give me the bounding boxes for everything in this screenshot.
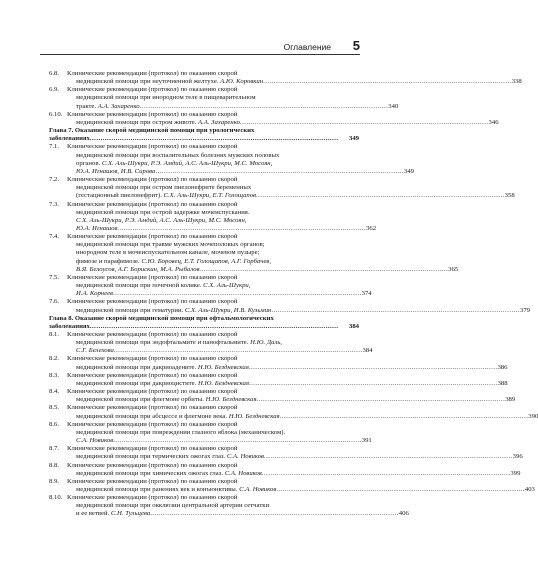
toc-leader-dots [90, 323, 348, 331]
toc-line-text [76, 396, 257, 404]
toc-line [67, 70, 522, 78]
toc-line [67, 258, 458, 266]
toc-leader-dots [263, 78, 511, 86]
toc-text: медицинской помощи при травме мужских мочеполовых органов; [76, 241, 265, 249]
toc-author: С.Х. Аль-Шукри, Р.Э. Амдий, А.С. Аль-Шукри, М.С. Мосоян, [101, 159, 273, 167]
toc-last-line [67, 119, 499, 127]
toc-line-text [76, 470, 262, 478]
toc-entry-number: 8.8. [49, 461, 60, 469]
toc-entry-body [67, 143, 414, 176]
toc-text: медицинской помощи при острой задержке мочеиспускания. [76, 208, 250, 216]
toc-entry-body [67, 176, 515, 200]
toc-entry [49, 143, 415, 176]
toc-leader-dots [140, 103, 388, 111]
toc-page-number: 349 [348, 135, 359, 143]
toc-last-line [49, 135, 359, 143]
toc-entry-body [67, 201, 376, 234]
toc-text: Клинические рекомендации (протокол) по оказанию скорой [67, 86, 238, 94]
toc-last-line [67, 307, 530, 315]
toc-author: С.Х. Аль-Шукри, Р.Э. Амдий, А.С. Аль-Шукри, М.С. Мосоян, [76, 216, 247, 224]
toc-author: С.Г. Белехова [76, 347, 114, 355]
toc-entry-body [67, 494, 409, 518]
toc-author: С.А. Новиков [239, 485, 277, 493]
toc-text: медицинской помощи при почечной колике. [76, 282, 204, 290]
table-of-contents [49, 70, 538, 519]
toc-line-text [49, 323, 90, 331]
toc-leader-dots [264, 453, 512, 461]
toc-line-text [76, 453, 264, 461]
toc-entry-number: 7.6. [49, 298, 60, 306]
toc-leader-dots [256, 192, 504, 200]
page-number: 5 [350, 38, 360, 53]
toc-text: медицинской помощи при воспалительных болезнях мужских половых [76, 151, 280, 159]
toc-text: Клинические рекомендации (протокол) по оказанию скорой [67, 404, 238, 412]
toc-text: Глава 7. Оказание скорой медицинской помощи при урологических [49, 127, 255, 135]
toc-line [67, 209, 376, 217]
toc-line [67, 274, 372, 282]
toc-entry-body [67, 372, 508, 388]
toc-text: Клинические рекомендации (протокол) по оказанию скорой [67, 233, 238, 241]
toc-text: Глава 8. Оказание скорой медицинской помощи при офтальмологических [49, 314, 274, 322]
toc-page-number: 346 [488, 118, 499, 126]
toc-page-number: 340 [388, 102, 399, 110]
toc-page-number: 403 [524, 485, 535, 493]
toc-text: Клинические рекомендации (протокол) по оказанию скорой [67, 445, 238, 453]
toc-entry [49, 200, 377, 234]
toc-author: С.А. Новиков [226, 453, 265, 461]
toc-line-text [76, 437, 113, 445]
toc-entry-number: 8.9. [49, 477, 60, 485]
toc-leader-dots [114, 347, 362, 355]
toc-text: и ее ветвей. [76, 510, 111, 518]
toc-author: Н.Ю. Бездневская [228, 412, 280, 420]
toc-leader-dots [113, 437, 361, 445]
toc-page-number: 362 [366, 224, 377, 232]
toc-page-number: 358 [504, 192, 515, 200]
toc-author: С.А. Новиков [76, 437, 114, 445]
toc-text: Клинические рекомендации (протокол) по оказанию скорой [67, 355, 238, 363]
toc-text: Клинические рекомендации (протокол) по оказанию скорой [67, 200, 238, 208]
toc-line [67, 478, 535, 486]
toc-text: медицинской помощи при дакриоцистите. [76, 379, 198, 387]
toc-line-text [76, 266, 200, 274]
toc-last-line [67, 103, 398, 111]
toc-last-line [67, 510, 409, 518]
toc-text: медицинской помощи при термических ожогах глаз. [76, 453, 227, 461]
toc-line [67, 241, 458, 249]
toc-text: Клинические рекомендации (протокол) по оказанию скорой [67, 331, 238, 338]
toc-text: Клинические рекомендации (протокол) по оказанию скорой [67, 176, 238, 184]
toc-page-number: 390 [528, 412, 538, 420]
toc-entry [49, 331, 373, 355]
toc-leader-dots [280, 413, 528, 421]
toc-entry [49, 176, 515, 200]
toc-line-text [76, 168, 155, 176]
toc-author: С.Ю. Боровец, Е.Т. Голощапов, А.Г. Горбачев, [141, 257, 272, 265]
toc-author: Н.Ю. Бездневская [205, 396, 257, 404]
toc-entry-number: 8.2. [49, 355, 60, 363]
toc-entry [49, 477, 535, 494]
toc-entry-number: 7.1. [49, 143, 60, 151]
toc-author: С.Х. Аль-Шукри, Е.Т. Голощапов [163, 192, 257, 200]
toc-entry-number: 7.4. [49, 233, 60, 241]
toc-leader-dots [262, 470, 510, 478]
toc-chapter [49, 127, 359, 143]
toc-entry [49, 233, 459, 274]
toc-author: А.А. Захаренко [97, 102, 140, 110]
toc-entry-number: 8.10. [49, 494, 63, 502]
toc-line [67, 494, 409, 502]
toc-author: С.Х. Аль-Шукри, И.В. Кузьмин [184, 306, 272, 314]
toc-entry [49, 110, 499, 127]
toc-line [67, 201, 376, 209]
toc-page-number: 406 [398, 510, 409, 518]
toc-author: А.Ю. Коровкин [220, 78, 264, 86]
toc-line-text [76, 78, 263, 86]
toc-author: Ю.А. Игнашов [76, 224, 118, 232]
toc-line [67, 388, 515, 396]
toc-line [67, 94, 398, 102]
toc-leader-dots [257, 396, 505, 404]
toc-entry-body [67, 421, 372, 445]
toc-last-line [67, 396, 515, 404]
toc-last-line [67, 453, 523, 461]
toc-line [67, 86, 398, 94]
toc-last-line [67, 347, 372, 355]
toc-entry [49, 298, 530, 314]
toc-page-number: 349 [403, 167, 415, 175]
toc-last-line [67, 437, 372, 445]
toc-line [67, 355, 507, 363]
toc-text: медицинской помощи при гематурии. [76, 306, 185, 314]
toc-line [67, 404, 538, 412]
toc-entry-body [67, 298, 530, 314]
toc-line [67, 421, 372, 429]
toc-last-line [67, 290, 372, 298]
toc-page-number: 374 [361, 290, 372, 298]
toc-line [67, 249, 458, 257]
toc-entry-body [67, 478, 535, 494]
toc-text: медицинской помощи при эндофтальмите и панофтальмите. [76, 339, 251, 347]
toc-last-line [67, 486, 535, 494]
toc-entry-number: 8.1. [49, 331, 60, 338]
toc-last-line [67, 413, 538, 421]
toc-text: Клинические рекомендации (протокол) по оказанию скорой [67, 273, 238, 281]
toc-entry [49, 494, 409, 518]
toc-text: Клинические рекомендации (протокол) по оказанию скорой [67, 494, 238, 502]
toc-leader-dots [113, 290, 361, 298]
toc-line-text [76, 486, 276, 494]
running-header-title: Оглавление [281, 42, 334, 52]
toc-author: С.Х. Аль-Шукри, [203, 282, 251, 290]
toc-text: медицинской помощи при неуточненной желтухе. [76, 78, 221, 86]
toc-entry-body [67, 70, 522, 86]
toc-line-text [76, 413, 280, 421]
toc-text: медицинской помощи при ранениях век и конъюнктивы. [76, 485, 240, 493]
toc-line-text [76, 307, 271, 315]
toc-text: фимозе и парафимозе. [76, 257, 142, 265]
toc-line-text [76, 510, 150, 518]
toc-author: Н.Ю. Бездневская [197, 363, 249, 371]
toc-line-text [76, 192, 256, 200]
toc-last-line [67, 78, 522, 86]
toc-leader-dots [240, 119, 488, 127]
toc-entry-body [67, 274, 372, 298]
toc-line [67, 331, 372, 339]
toc-page-number: 388 [497, 379, 508, 387]
toc-line-text [76, 347, 114, 355]
toc-author: С.А. Новиков [224, 469, 262, 477]
toc-line [67, 339, 372, 347]
toc-entry-number: 8.7. [49, 445, 60, 453]
toc-line-text [76, 119, 240, 127]
toc-line [67, 176, 515, 184]
toc-entry-body [67, 404, 538, 420]
toc-author: В.Я. Белоусов, А.Г. Борискин, М.А. Рыбалов [76, 265, 200, 273]
toc-entry [49, 404, 538, 420]
toc-text: Клинические рекомендации (протокол) по оказанию скорой [67, 420, 238, 428]
toc-text: Клинические рекомендации (протокол) по оказанию скорой [67, 110, 238, 118]
toc-entry-number: 6.10. [49, 110, 63, 118]
toc-text: Клинические рекомендации (протокол) по оказанию скорой [67, 477, 238, 485]
toc-page-number: 389 [505, 396, 516, 404]
toc-author: Н.Ю. Даль, [250, 339, 283, 347]
toc-line [49, 127, 359, 135]
toc-page-number: 391 [361, 437, 372, 445]
toc-line [49, 315, 359, 323]
toc-page-number: 399 [510, 469, 521, 477]
toc-last-line [67, 168, 414, 176]
toc-page-number: 384 [362, 347, 373, 355]
toc-last-line [67, 225, 376, 233]
toc-entry-number: 8.5. [49, 404, 60, 412]
toc-last-line [67, 470, 520, 478]
toc-text: медицинской помощи при абсцессе и флегмоне века. [76, 412, 229, 420]
running-header [40, 38, 360, 57]
toc-entry-body [67, 233, 458, 274]
toc-page-number: 396 [512, 453, 523, 461]
toc-text: медицинской помощи при флегмоне орбиты. [76, 396, 206, 404]
toc-last-line [67, 380, 508, 388]
toc-text: медицинской помощи при химических ожогах глаз. [76, 469, 225, 477]
toc-text: медицинской помощи при остром животе. [76, 118, 198, 126]
toc-author: Ю.А. Игнашов, И.В. Сирова [76, 167, 156, 175]
toc-author: С.Н. Тульцева [110, 510, 151, 518]
toc-last-line [67, 192, 515, 200]
toc-entry-body [67, 331, 372, 355]
toc-last-line [67, 364, 507, 372]
toc-entry-number: 6.8. [49, 70, 60, 77]
toc-entry [49, 86, 399, 110]
toc-entry-number: 7.3. [49, 200, 60, 208]
toc-page-number: 379 [519, 306, 530, 314]
toc-entry-number: 8.3. [49, 371, 60, 379]
toc-line-text [76, 380, 249, 388]
toc-entry [49, 273, 372, 298]
toc-line-text [76, 364, 249, 372]
toc-leader-dots [200, 266, 448, 274]
toc-leader-dots [276, 486, 524, 494]
toc-text: Клинические рекомендации (протокол) по оказанию скорой [67, 461, 238, 469]
toc-line [67, 502, 409, 510]
toc-text: медицинской помощи при окклюзии центральной артерии сетчатки [76, 502, 270, 510]
toc-leader-dots [90, 135, 348, 143]
toc-line [67, 462, 520, 470]
toc-text: медицинской помощи при повреждении глазного яблока (механическом). [76, 428, 286, 436]
toc-last-line [67, 266, 458, 274]
toc-entry-body [67, 462, 520, 478]
toc-line-text [76, 290, 113, 298]
toc-line [67, 298, 530, 306]
toc-author: И.А. Корнеев [76, 290, 113, 298]
toc-entry [49, 445, 523, 461]
toc-leader-dots [155, 168, 403, 176]
toc-entry-number: 6.9. [49, 86, 60, 94]
toc-text: медицинской помощи при дакриоадените. [76, 363, 198, 371]
toc-text: Клинические рекомендации (протокол) по оказанию скорой [67, 143, 238, 151]
toc-text: органов. [76, 159, 102, 167]
toc-page-number: 365 [448, 265, 459, 273]
toc-line [67, 372, 508, 380]
toc-page-number: 338 [511, 78, 522, 86]
toc-text: заболеваниях [49, 322, 90, 330]
toc-text: медицинской помощи при остром пиелонефрите беременных [76, 184, 252, 192]
header-rule [40, 54, 360, 55]
toc-entry-body [67, 111, 499, 127]
toc-leader-dots [249, 380, 497, 388]
toc-text: Клинические рекомендации (протокол) по оказанию скорой [67, 70, 238, 77]
toc-text: Клинические рекомендации (протокол) по оказанию скорой [67, 388, 238, 396]
toc-line [67, 217, 376, 225]
toc-line [67, 429, 372, 437]
toc-line-text [76, 103, 140, 111]
toc-text: Клинические рекомендации (протокол) по оказанию скорой [67, 298, 238, 306]
toc-leader-dots [150, 510, 398, 518]
toc-entry-body [67, 388, 515, 404]
toc-entry [49, 355, 508, 371]
toc-line [67, 152, 414, 160]
toc-page-number: 384 [348, 322, 359, 330]
toc-entry-number: 8.4. [49, 388, 60, 396]
toc-text: (гестационный пиелонефрит). [76, 192, 164, 200]
toc-text: заболеваниях [49, 135, 90, 143]
toc-leader-dots [117, 225, 365, 233]
toc-text: медицинской помощи при инородном теле в пищеварительном [76, 94, 256, 102]
toc-entry-number: 8.6. [49, 420, 60, 428]
toc-entry-number: 7.2. [49, 176, 60, 184]
toc-line [67, 282, 372, 290]
toc-entry [49, 388, 516, 404]
toc-author: А.А. Захаренко [198, 118, 240, 126]
toc-line [67, 143, 414, 151]
toc-line [67, 111, 499, 119]
toc-chapter [49, 315, 359, 331]
toc-line-text [76, 225, 117, 233]
toc-entry-body [67, 445, 523, 461]
toc-page-number: 386 [497, 363, 508, 371]
toc-text: инородном теле в мочеиспускательном канале, мочевом пузыре; [76, 249, 260, 257]
toc-entry-number: 7.5. [49, 273, 60, 281]
toc-line [67, 184, 515, 192]
toc-entry [49, 70, 522, 86]
toc-line-text [49, 135, 90, 143]
toc-line [67, 445, 523, 453]
toc-leader-dots [271, 307, 519, 315]
toc-line [67, 233, 458, 241]
toc-line [67, 160, 414, 168]
toc-entry-body [67, 355, 507, 371]
toc-author: Н.Ю. Бездневская [198, 379, 249, 387]
toc-leader-dots [249, 364, 497, 372]
toc-last-line [49, 323, 359, 331]
toc-text: тракте. [76, 102, 98, 110]
toc-entry [49, 461, 521, 478]
toc-entry-body [67, 86, 398, 110]
toc-entry [49, 420, 372, 445]
toc-entry [49, 371, 508, 388]
toc-text: Клинические рекомендации (протокол) по оказанию скорой [67, 371, 238, 379]
